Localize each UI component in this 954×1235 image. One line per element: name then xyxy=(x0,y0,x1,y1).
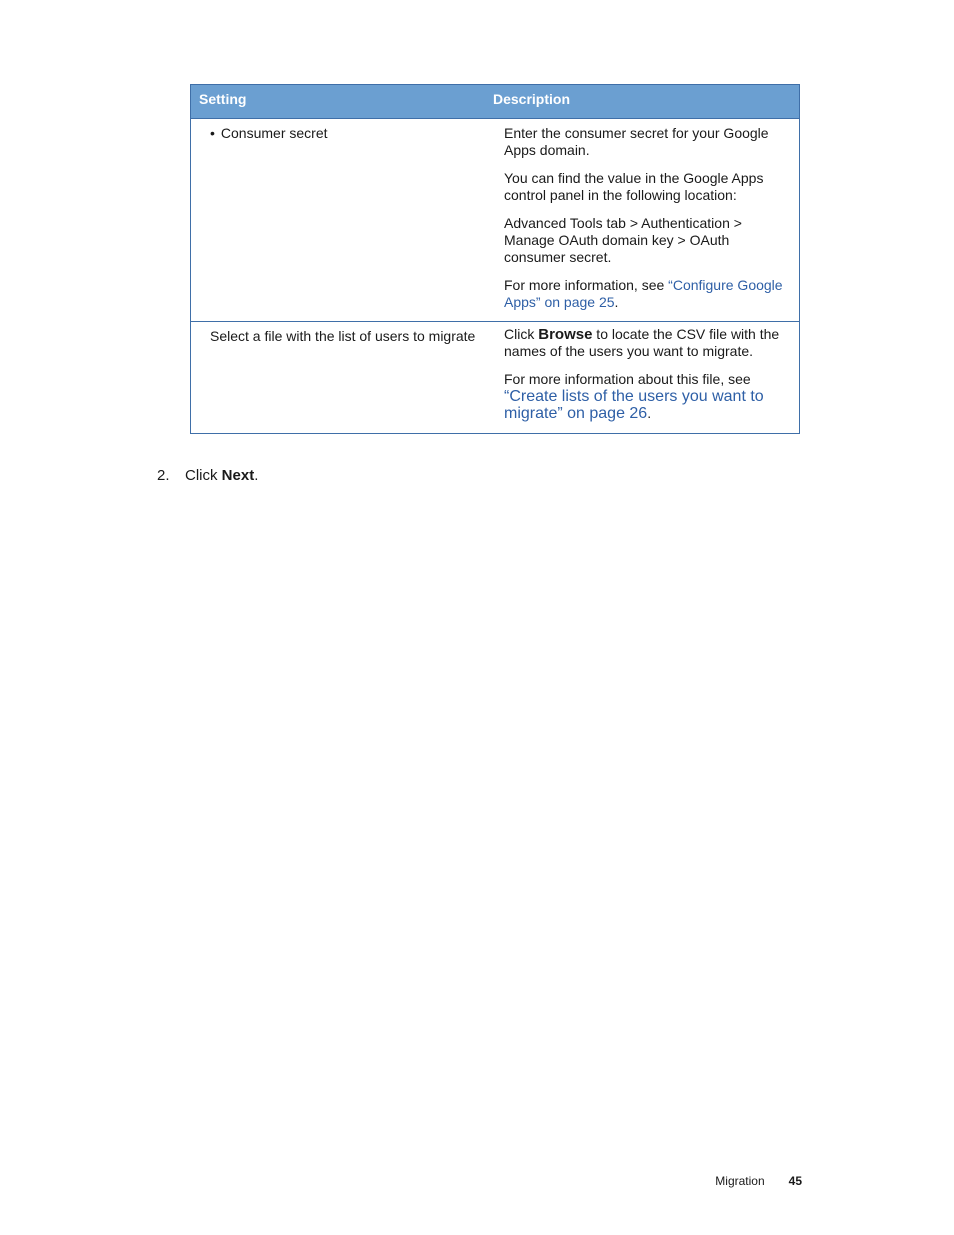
description-paragraph: You can find the value in the Google Apps control panel in the following location: xyxy=(504,170,764,203)
page-footer xyxy=(715,1174,802,1188)
description-paragraph xyxy=(504,326,791,360)
step-text: . xyxy=(254,467,259,484)
table-header xyxy=(191,85,799,119)
description-text: For more information, see xyxy=(504,277,669,293)
header-description: Description xyxy=(493,91,571,107)
description-paragraph xyxy=(504,371,791,422)
header-setting: Setting xyxy=(199,91,247,107)
table-row xyxy=(191,321,799,433)
description-cell xyxy=(504,119,799,321)
next-label: Next xyxy=(221,467,255,484)
description-text: . xyxy=(647,405,652,421)
settings-table xyxy=(190,84,800,434)
footer-section: Migration xyxy=(715,1174,765,1188)
description-paragraph xyxy=(504,277,791,311)
step-item xyxy=(157,467,258,484)
page-number: 45 xyxy=(788,1174,802,1188)
description-cell xyxy=(504,322,799,433)
step-text: Click xyxy=(185,467,222,484)
description-paragraph: Advanced Tools tab > Authentication > Manage OAuth domain key > OAuth consumer secret. xyxy=(504,215,742,265)
description-text: Click xyxy=(504,326,539,342)
description-paragraph: Enter the consumer secret for your Google Apps domain. xyxy=(504,125,769,158)
table-row xyxy=(191,119,799,321)
bullet-item: • Consumer secret xyxy=(210,125,328,141)
step-number: 2. xyxy=(157,467,170,484)
description-text: . xyxy=(614,294,619,310)
browse-label: Browse xyxy=(538,326,593,343)
create-user-lists-link[interactable]: “Create lists of the users you want to migrate” on page 26 xyxy=(504,388,764,422)
configure-google-apps-link[interactable]: “Configure Google Apps” on page 25 xyxy=(504,277,783,310)
description-text: For more information about this file, see xyxy=(504,371,751,387)
setting-cell: Select a file with the list of users to migrate xyxy=(210,328,476,344)
description-text: to locate the CSV file with the names of the users you want to migrate. xyxy=(504,326,780,359)
setting-cell xyxy=(191,119,504,321)
